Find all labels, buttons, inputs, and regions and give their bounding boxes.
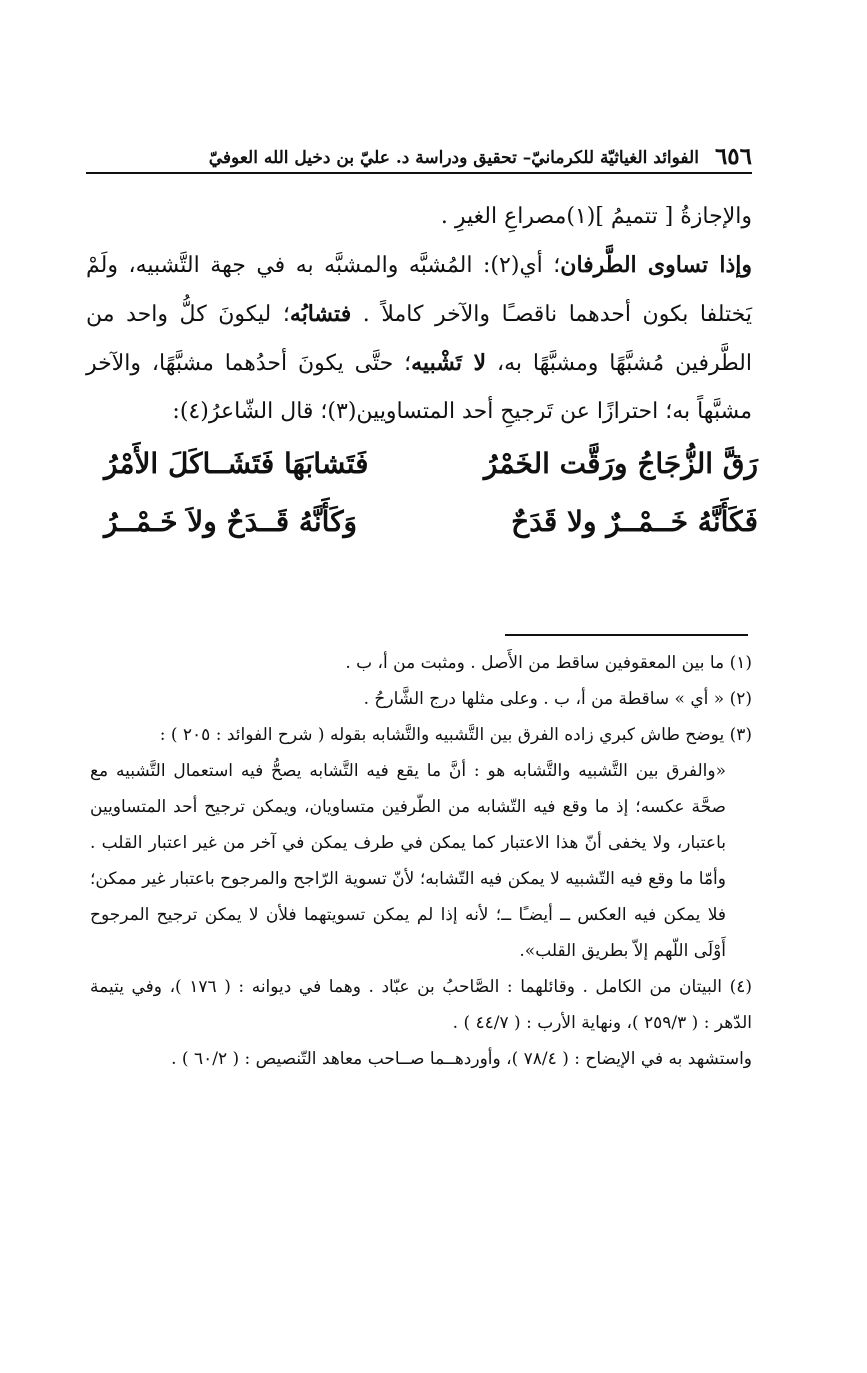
main-text <box>86 193 752 436</box>
bold-term: فتشابُه <box>289 301 352 327</box>
paragraph-tashabuh <box>86 241 752 436</box>
running-title: الفوائد الغياثيّة للكرمانيّ– تحقيق ودراسة د. عليّ بن دخيل الله العوفيّ <box>208 147 699 168</box>
footnote-4-continued: واستشهد به في الإيضاح : ( ٧٨/٤ )، وأوردهــما صــاحب معاهد التّنصيص : ( ٦٠/٢ ) . <box>171 1049 752 1069</box>
verse-hemistich-first: رَقَّ الزُّجَاجُ ورَقَّت الخَمْرُ <box>483 447 758 480</box>
footnotes <box>90 645 752 1077</box>
page-header <box>86 122 752 174</box>
paragraph-text: ؛ ليكونَ كلُّ واحد من الطَّرفين مُشبَّهًا ومشبَّهًا به، <box>86 302 752 376</box>
verse-line-1 <box>104 447 758 480</box>
bold-term: لا تَشْبيه <box>411 350 487 376</box>
verse-line-2 <box>104 505 758 538</box>
paragraph-text: ؛ أي(٢): المُشبَّه والمشبَّه به في جهة التَّشبيه، ولَمْ يَختلفا بكون أحدهما ناقصـًا والآخر كاملاً . <box>86 253 752 327</box>
paragraph-text: ؛ حتَّى يكونَ أحدُهما مشبَّهًا، والآخر مشبَّهاً به؛ احترازًا عن تَرجيحِ أحد المتساويين(٣)؛ قال الشّاعرُ(٤): <box>86 351 752 424</box>
paragraph-ijaza: والإجازةُ [ تتميمُ ](١)مصراعِ الغيرِ . <box>440 204 752 229</box>
page-number: ٦٥٦ <box>714 143 752 170</box>
verse-hemistich-first: فَكَأَنَّهُ خَــمْــرٌ ولا قَدَحٌ <box>511 505 758 538</box>
footnote-2: (٢) « أي » ساقطة من أ، ب . وعلى مثلها درج الشَّارحُ . <box>363 689 752 709</box>
footnote-separator <box>505 634 748 636</box>
footnote-3-quote: «والفرق بين التَّشبيه والتَّشابه هو : أنَّ ما يقع فيه التَّشابه يصحُّ فيه استعمال التَّشبيه مع صحَّة عكسه؛ إذ ما وقع فيه التّشابه من الطّرفين متساويان، ويمكن ترجيح أحد المتساويين باعتبار، ولا يخفى أنّ هذا الاعتبار كما يمكن في طرف يمكن في آخر من غير اعتبار القلب . وأمّا ما وقع فيه التّشبيه لا يمكن فيه التّشابه؛ لأنّ تسوية الرّاجح والمرجوح باعتبار غير ممكن؛ فلا يمكن فيه العكس ــ أيضـًا ــ؛ لأنه إذا لم يمكن تسويتهما فلأن لا يمكن ترجيح المرجوح أَوْلَى اللّهم إلاّ بطريق القلب». <box>90 761 726 961</box>
footnote-3-intro: (٣) يوضح طاش كبري زاده الفرق بين التَّشبيه والتَّشابه بقوله ( شرح الفوائد : ٢٠٥ ) : <box>159 725 752 745</box>
verse-hemistich-second: فَتَشابَهَا فَتَشَــاكَلَ الأَمْرُ <box>104 447 369 480</box>
verse-hemistich-second: وَكَأَنَّهُ قَــدَحٌ ولاَ خَـمْــرُ <box>104 505 358 538</box>
footnote-1: (١) ما بين المعقوفين ساقط من الأَصل . ومثبت من أ، ب . <box>345 653 752 673</box>
bold-term: وإذا تساوى الطَّرفان <box>560 252 752 278</box>
footnote-4: (٤) البيتان من الكامل . وقائلهما : الصَّاحبُ بن عبّاد . وهما في ديوانه : ( ١٧٦ )، وفي يتيمة الدّهر : ( ٢٥٩/٣ )، ونهاية الأرب : ( ٤٤/٧ ) . <box>90 977 752 1033</box>
